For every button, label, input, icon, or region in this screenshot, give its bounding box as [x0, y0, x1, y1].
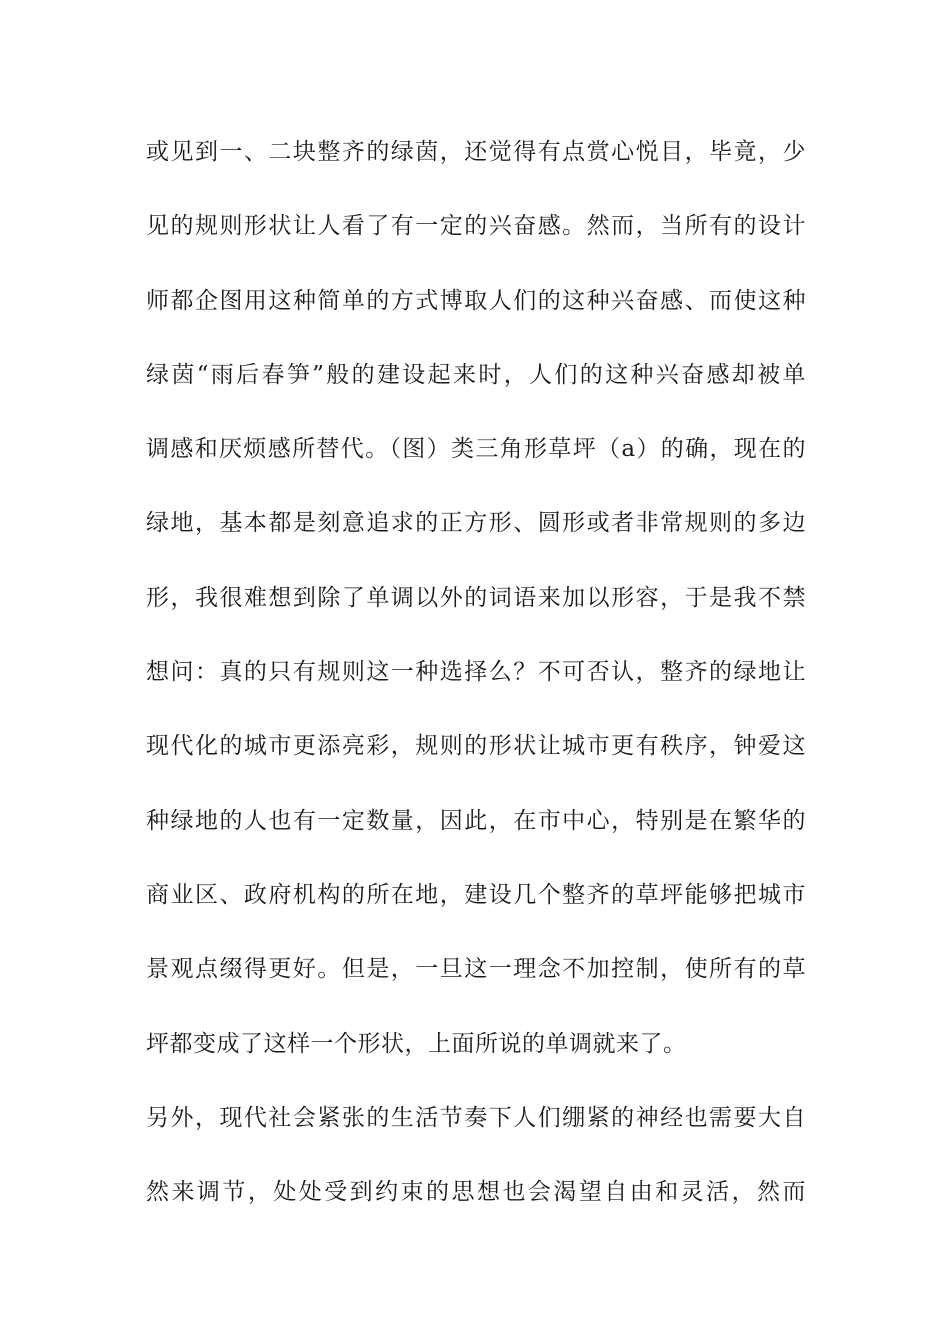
text-line: 另外，现代社会紧张的生活节奏下人们绷紧的神经也需要大自	[146, 1104, 806, 1131]
text-line: 或见到一、二块整齐的绿茵，还觉得有点赏心悦目，毕竟，少	[146, 139, 806, 165]
text-line: 然来调节，处处受到约束的思想也会渴望自由和灵活，然而	[146, 1179, 806, 1206]
text-line: 调感和厌烦感所替代。（图）类三角形草坪（a）的确，现在的	[146, 436, 806, 463]
text-line: 师都企图用这种简单的方式博取人们的这种兴奋感、而使这种	[146, 287, 806, 314]
text-line: 见的规则形状让人看了有一定的兴奋感。然而，当所有的设计	[146, 213, 806, 240]
text-line: 现代化的城市更添亮彩，规则的形状让城市更有秩序，钟爱这	[146, 733, 806, 760]
text-line: 景观点缀得更好。但是，一旦这一理念不加控制，使所有的草	[146, 956, 806, 983]
text-line: 想问：真的只有规则这一种选择么？不可否认，整齐的绿地让	[146, 659, 806, 686]
text-line: 绿茵“雨后春笋”般的建设起来时，人们的这种兴奋感却被单	[146, 361, 806, 388]
text-line: 绿地，基本都是刻意追求的正方形、圆形或者非常规则的多边	[146, 510, 806, 537]
text-line: 种绿地的人也有一定数量，因此，在市中心，特别是在繁华的	[146, 807, 806, 834]
text-line: 商业区、政府机构的所在地，建设几个整齐的草坪能够把城市	[146, 881, 806, 908]
text-line: 坪都变成了这样一个形状，上面所说的单调就来了。	[146, 1030, 687, 1057]
body-text	[146, 134, 806, 1248]
text-line: 形，我很难想到除了单调以外的词语来加以形容，于是我不禁	[146, 584, 806, 611]
